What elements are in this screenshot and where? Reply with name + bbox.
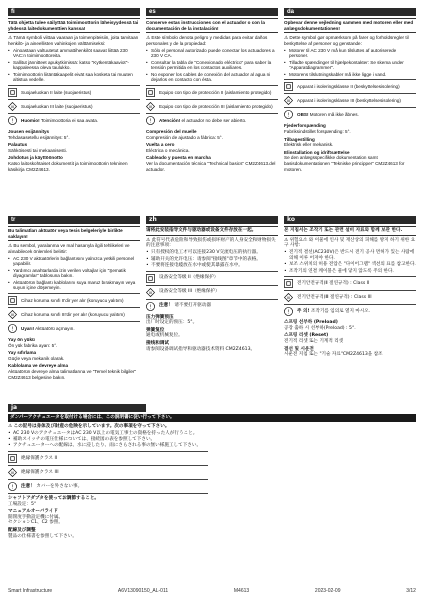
section-es (146, 8, 278, 208)
bullets-ja (8, 431, 416, 449)
list-item: • Toimimoottorin liitäntäkaapelit eivät saa kosketa tai muuten altistua vedelle. (8, 72, 140, 83)
warning-ko: 본 지침서는 조작기 또는 관련 설비 자료와 함께 보관 한다. (284, 226, 416, 236)
list-item: • 조작기의 연결 케이블은 물에 닿지 않도록 주의 한다. (284, 269, 416, 275)
intro-tr: ⚠ Bu sembol, yaralanma ve mal hasarıyla ilgili tehlikeleri ve alınabilecek önlemleri belirtir: (8, 243, 130, 254)
wiring-text: Ver la documentación técnica "Technical basics" CM2Z4613.del actuador. (146, 161, 276, 172)
class3-icon (146, 102, 155, 111)
svg-text:III: III (287, 99, 290, 104)
section-zh (146, 216, 278, 396)
class3-row: III 絶縁保護クラス III (8, 465, 208, 479)
list-item: • 보조 스위치의 허용 전압은 "다이어그램" 섹션의 표를 참고한다. (284, 262, 416, 268)
warning-triangle-icon: ⚠ (8, 423, 13, 429)
spring-heading: シャフトアダプタを使ってお調節すること。 (8, 496, 100, 502)
wiring-heading: Johdotus ja käyttöönotto (8, 155, 63, 161)
lang-tab-zh: zh (146, 216, 278, 224)
list-item: • Aktüatörün bağlantı kablolarını suya maruz bırakmayın veya suyun içine döşemeyin. (8, 280, 140, 291)
class3-row: III 设备安全等级 III（绝缘保护） (146, 285, 278, 299)
class2-row: 전기안전규격(Ⅱ 절연규격) : Class II (284, 276, 416, 290)
note-row: ! 주 의! 조작기를 임의로 열지 마시오. (284, 304, 416, 318)
list-item: • 補助スイッチの電圧仕様については、接続図の表を参照して下さい。 (8, 437, 416, 443)
svg-text:III: III (11, 312, 14, 317)
class2-row: Apparat i isoleringsklasse II (beskyttelsesisolering) (284, 79, 416, 93)
class2-row: Suojaeluokan II laite (suojaeristus) (8, 85, 140, 99)
lang-tab-ja: ja (8, 404, 146, 412)
class3-icon (8, 102, 17, 111)
lang-tab-fi: fi (8, 8, 140, 16)
warning-ja: ダンパーアクチュエータを取付ける場合には、この説明書に従い行って下さい。 (8, 414, 416, 422)
reset-text: Sähköisesti tai mekaanisesti. (8, 147, 67, 153)
list-item: • Motorens tilslutningskabler må ikke ligge i vand. (284, 72, 416, 78)
note-row: ! 注意！ 请不要打开驱动器 (146, 299, 278, 313)
wiring-text: 製品の仕様書を参照して下さい。 (8, 533, 77, 539)
svg-text:!: ! (11, 484, 14, 491)
class2-icon (8, 296, 17, 305)
bullets-es (146, 48, 278, 83)
bullets-fi (8, 48, 140, 83)
class3-icon (284, 96, 293, 105)
warning-triangle-icon: ⚠ (8, 35, 13, 41)
warning-triangle-icon: ⚠ (146, 35, 151, 41)
warning-es: Conserve estas instrucciones con el actuador o con la documentación de la instalación! (146, 18, 278, 33)
class2-row: 絶縁保護クラス II (8, 451, 208, 465)
spring-heading: Yay ön yükü (8, 337, 35, 343)
class3-icon (8, 310, 17, 319)
footer-model: M4613 (233, 587, 250, 594)
svg-text:!: ! (11, 118, 14, 125)
spring-heading: Jousen esijännitys (8, 129, 50, 135)
wiring-heading: Kablolama ve devreye alma (8, 363, 69, 369)
section-tr (8, 216, 140, 396)
reset-heading: Palautus (8, 142, 28, 148)
wiring-text: Se den anlægsspecifikke dokumentation samt basisdokumentationen "Tekniske principper" CM2Z4613 for motoren. (284, 155, 405, 172)
footer-page: 3/12 (406, 587, 416, 594)
lang-tab-tr: tr (8, 216, 140, 224)
list-item: • Consultar la tabla de "Conexionado eléctrico" para saber la tensión permitida en los contactos auxiliares. (146, 60, 278, 71)
intro-da: ⚠ Dette symbol gør opmærksom på farer og forholdsregler til beskyttelse af personer og genstande: (284, 35, 409, 46)
section-fi (8, 8, 140, 208)
note-row: ! Atención! el actuador no debe ser abierto. (146, 113, 278, 127)
footer (8, 588, 416, 594)
spring-text: 出厂时设定的预压：5°。 (146, 320, 198, 326)
reset-heading: 스프링 리셋 (Reset) (284, 333, 329, 339)
intro-fi: ⚠ Tämä symboli viittaa vaaraan ja toimenpiteisiin, joita tarvitaan henkilö- ja aineellisten vahinkojen välttämiseksi: (8, 35, 139, 46)
note-row: ! 注意！ カバーを外さない事。 (8, 479, 208, 494)
spring-heading: Fjederforspænding (284, 123, 326, 129)
lang-tab-da: da (284, 8, 416, 16)
list-item: • Yardımcı anahtarlarda izin verilen voltajlar için "Şematik diyagramlar" tablosuna bakın. (8, 268, 140, 279)
class3-row: III Cihaz koruma sınıfı III'dir yer alır (koruyucu yalıtım) (8, 307, 140, 321)
reset-text: 전기적 리셋 또는 기계적 리셋 (284, 339, 344, 345)
reset-heading: Tilbagestilling (284, 136, 315, 142)
class2-icon (284, 279, 293, 288)
warning-triangle-icon: ⚠ (284, 237, 289, 243)
reset-text: Eléctrica o mecánica. (146, 147, 190, 153)
spring-text: 공장 출하 시 선부하(Preload) : 5°. (284, 325, 356, 331)
wiring-text: 시운전 지침 또는 "기술 자료"CM2Z4613을 참조 (284, 352, 383, 358)
class3-row: III Apparat i isoleringsklasse III (beskyttelsesisolering) (284, 93, 416, 107)
intro-ja: ⚠ この記号は身体及び財産の危険を示しています。次の事項を守って下さい。 (8, 423, 170, 429)
warning-triangle-icon: ⚠ (8, 243, 13, 249)
wiring-text: 请参阅设备调试指导和驱动器技术资料 CM2Z4613。 (146, 346, 256, 352)
reset-text: 通电或机械复位。 (146, 333, 183, 339)
list-item: • アクチュエーターへの配線は、水に浸したり、雨にさらされる事の無い様施工して下さい。 (8, 443, 416, 449)
svg-text:III: III (11, 104, 14, 109)
bullets-tr (8, 256, 140, 291)
intro-es: ⚠ Este símbolo denota peligro y medidas para evitar daños personales y de la propiedad: (146, 35, 268, 46)
list-item: • AC 230 VのアクチュエータはAC 230 V以上の電気工事士の資格を持った人が行うこと。 (8, 431, 416, 437)
list-item: • Sólo el personal autorizado puede conectar los actuadores a 230 V CA. (146, 48, 278, 59)
svg-text:!: ! (287, 309, 290, 316)
spring-text: 工場設定：5° (8, 501, 37, 507)
class3-row: III Suojaeluokan III laite (suojaeristus) (8, 99, 140, 113)
intro-ko: ⚠ 위험요소 와 이물에 인사 및 재산상의 피해를 방지 하기 위한 요구 사항: (284, 237, 416, 249)
class3-row: III Equipo con tipo de protección III (aislamiento protegido) (146, 99, 278, 113)
section-ref-text: セクションC1、C2 参照。 (8, 520, 63, 526)
svg-text:III: III (11, 471, 14, 476)
svg-text:!: ! (11, 326, 14, 333)
wiring-text: Katso laitoskohtaiset dokumentit ja toimimoottorin tekninen käsikirja CM2Z4613. (8, 161, 128, 172)
list-item: • Sallitut jännitteet apukytkimissä: katso "Kytkentäkaaviot"-kappaleessa oleva taulukko. (8, 60, 140, 71)
wiring-text: Aktüatörün devreye alma talimatlarına ve "Temel teknik bilgiler" CM2Z4613 belgesine bakın. (8, 369, 137, 380)
reset-heading: Yay sıfırlama (8, 350, 37, 356)
wiring-heading: Cableado y puesta en marcha (146, 155, 211, 161)
class2-icon (8, 454, 17, 463)
wiring-heading: 接线和调试 (146, 341, 169, 347)
wiring-heading: 결선 및 시운전 (284, 346, 314, 352)
class3-row: III 전기안전규격(Ⅲ 절연규격) : Class III (284, 290, 416, 304)
class3-icon (146, 288, 155, 297)
caution-icon (146, 116, 155, 125)
footer-company: Smart Infrastructure (8, 587, 53, 594)
note-row: ! Huomio! Toimimoottoria ei saa avata. (8, 113, 140, 127)
reset-text: Güçle veya mekanik olarak. (8, 355, 65, 361)
list-item: • 不要将连接电缆放在水中或使其暴露在水中。 (146, 263, 278, 269)
note-row: ! Uyarı! Aktüatörü açmayın. (8, 321, 140, 335)
caution-icon (284, 307, 293, 316)
footer-doc-no: A6V13090150_AL-011 (117, 587, 169, 594)
class2-icon (146, 88, 155, 97)
caution-icon (146, 302, 155, 311)
class2-row: Cihaz koruma sınıfı II'dir yer alır (koruyucu yalıtım) (8, 293, 140, 307)
spring-heading: 压力弹簧预压 (146, 314, 174, 320)
spring-heading: 스프링 선부하 (Preload) (284, 320, 338, 326)
wiring-heading: 配線及び調整 (8, 528, 36, 534)
svg-text:III: III (149, 104, 152, 109)
list-item: • No exponer los cables de conexión del actuador al agua ni dejarlos en contacto con ésta. (146, 72, 278, 83)
list-item: • 辅助开关的允许电压：请参阅"接线图"章节中的表格。 (146, 257, 278, 263)
class2-icon (8, 88, 17, 97)
caution-icon (8, 482, 17, 491)
svg-text:!: ! (149, 304, 152, 311)
caution-icon (284, 110, 293, 119)
bullets-da (284, 48, 416, 78)
spring-text: Ön yük fabrika ayarı: 5°. (8, 342, 58, 348)
spring-heading: Compresión del muelle (146, 129, 197, 135)
list-item: • Tilladte spændinger til hjælpekontakter: Se skema under "Apparatdiagrammer". (284, 60, 416, 71)
reset-heading: 弹簧复位 (146, 327, 165, 333)
class2-icon (146, 274, 155, 283)
svg-text:III: III (149, 290, 152, 295)
spring-text: Fabriksindstillet forspænding: 5°. (284, 129, 351, 135)
reset-text: Elektrisk eller mekanisk. (284, 142, 334, 148)
svg-text:III: III (287, 296, 290, 301)
lang-tab-ko: ko (284, 216, 416, 224)
spring-text: Tehdasasetellu esijännitys: 5°. (8, 134, 70, 140)
class3-icon (284, 293, 293, 302)
list-item: • Ainoastaan valtuutetut ammattihenkilöt saavat liittää 230 VAC:n toimimoottoreita. (8, 48, 140, 59)
svg-text:!: ! (149, 118, 152, 125)
list-item: • AC 230 V aktüatörlerin bağlantısını yalnızca yetkili personel yapabilir. (8, 256, 140, 267)
warning-da: Opbevar denne vejledning sammen med motoren eller med anlægsdokumentationen! (284, 18, 416, 33)
class2-row: Equipo con tipo de protección II (aislamiento protegido) (146, 85, 278, 99)
spring-text: Compresión de ajustado a fábrica: 5°. (146, 134, 223, 140)
warning-triangle-icon: ⚠ (284, 35, 289, 41)
reset-heading: Vuelta a cero (146, 142, 175, 148)
section-ja (8, 404, 416, 559)
warning-zh: 请将此安装指导文件与驱动器或设备文件存放在一起。 (146, 226, 278, 236)
bullets-zh (146, 250, 278, 268)
note-row: ! OBS! Motoren må ikke åbnes. (284, 107, 416, 121)
class3-icon (8, 468, 17, 477)
footer-date: 2023-02-09 (314, 587, 341, 594)
lang-tab-es: es (146, 8, 278, 16)
override-heading: マニュアルオーバライド (8, 509, 58, 515)
list-item: • 전기적 결선(AC230V)은 반드시 전기 공사 면허가 있는 사람에 의해 이루 어져야 한다. (284, 250, 416, 261)
list-item: • Motorer til AC 230 V må kun tilsluttes af autoriserede personer. (284, 48, 416, 59)
svg-text:!: ! (287, 112, 290, 119)
class2-icon (284, 82, 293, 91)
caution-icon (8, 324, 17, 333)
wiring-heading: Elinstallation og idriftsættelse (284, 149, 350, 155)
warning-tr: Bu talimatları aktüatör veya tesis belgeleriyle birlikte saklayın! (8, 226, 140, 241)
intro-zh: ⚠ 此符号代表危险和导致损伤或损坏财产的人身安全和财物损失的注意事项： (146, 237, 276, 249)
bullets-ko (284, 250, 416, 274)
list-item: • 只有授权的电工才可以连接230 V交流电压的执行器。 (146, 250, 278, 256)
section-da (284, 8, 416, 208)
override-text: 開閉度手動設定機に付属。 (8, 514, 64, 520)
warning-triangle-icon: ⚠ (146, 237, 151, 243)
class2-row: 设备安全等级 II（绝缘保护） (146, 271, 278, 285)
warning-fi: Tätä ohjetta tulee säilyttää toimimoottorin läheisyydessä tai yhdessä laitedokumenttien kanssa! (8, 18, 140, 33)
caution-icon (8, 116, 17, 125)
section-ko (284, 216, 416, 396)
